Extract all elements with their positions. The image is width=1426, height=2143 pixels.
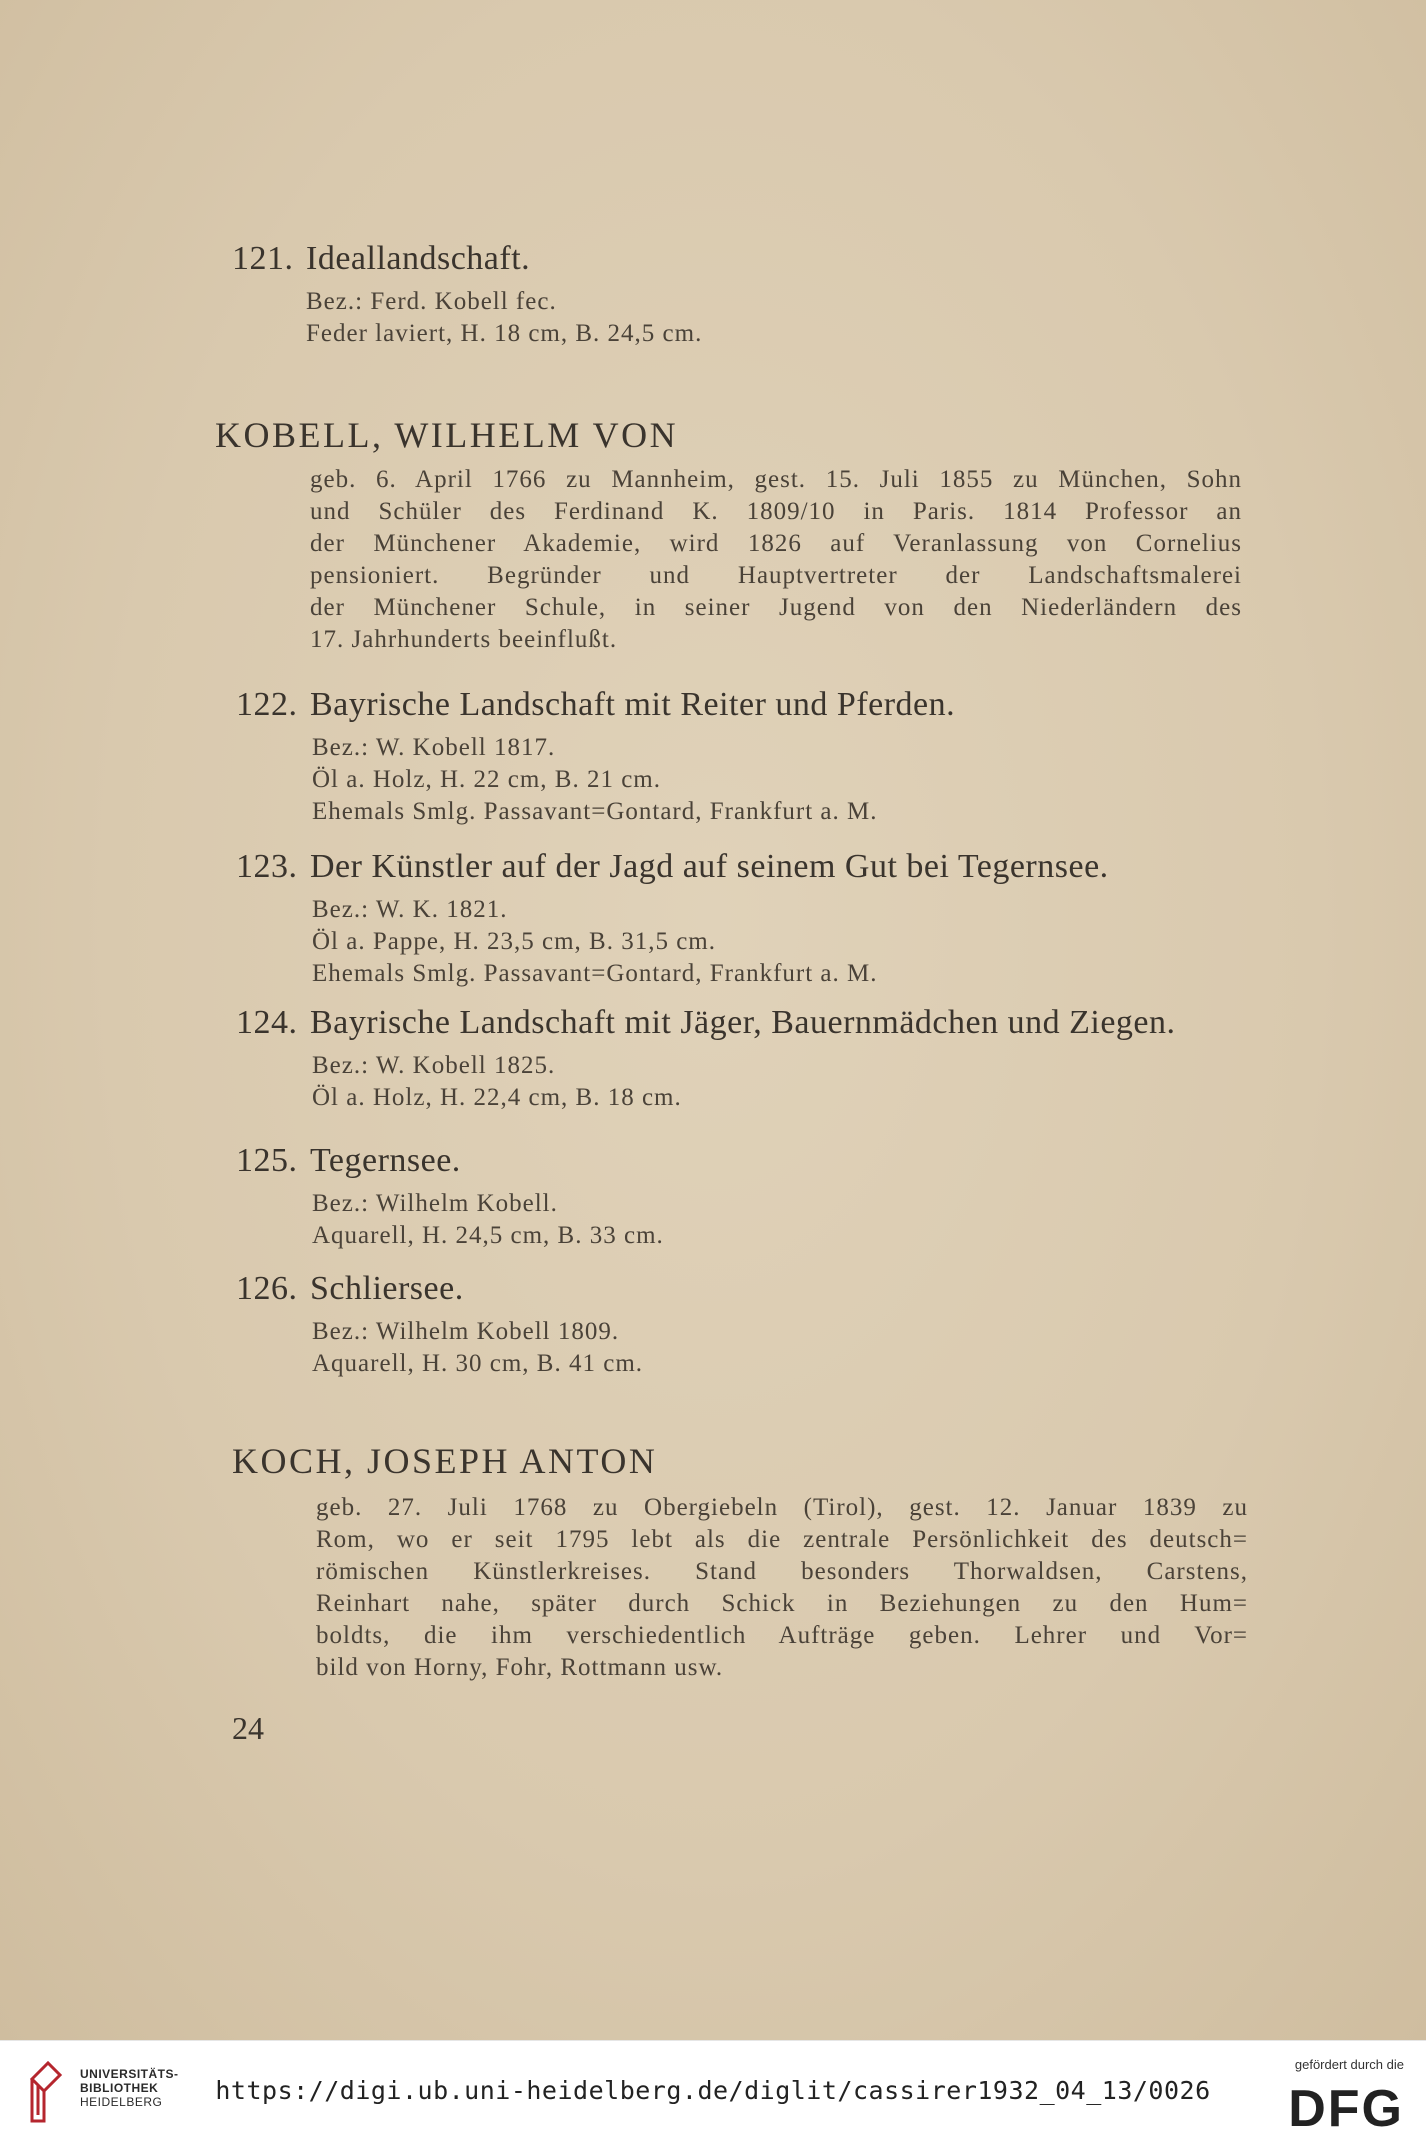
entry-number: 125. [236, 1142, 298, 1179]
entry-line: Ehemals Smlg. Passavant=Gontard, Frankfurt a. M. [312, 798, 878, 825]
catalog-entry-122 [236, 686, 955, 828]
entry-title [236, 1142, 664, 1180]
entry-title [236, 1270, 643, 1308]
library-name-line: HEIDELBERG [80, 2095, 163, 2109]
entry-number: 122. [236, 686, 298, 723]
entry-title [232, 240, 702, 278]
entry-title [236, 848, 1109, 886]
entry-line: Aquarell, H. 30 cm, B. 41 cm. [312, 1350, 644, 1377]
entry-line: Bez.: Ferd. Kobell fec. [306, 288, 557, 315]
entry-name: Schliersee. [310, 1270, 464, 1307]
catalog-entry-124 [236, 1004, 1176, 1114]
entry-number: 124. [236, 1004, 298, 1041]
entry-line: Bez.: Wilhelm Kobell. [312, 1190, 558, 1217]
entry-line: Ehemals Smlg. Passavant=Gontard, Frankfurt a. M. [312, 960, 878, 987]
library-name-line: UNIVERSITÄTS- [80, 2067, 179, 2081]
bio-line: geb. 6. April 1766 zu Mannheim, gest. 15. Juli 1855 zu München, Sohn [310, 466, 1242, 493]
entry-line: Öl a. Holz, H. 22 cm, B. 21 cm. [312, 766, 662, 793]
entry-name: Der Künstler auf der Jagd auf seinem Gut bei Tegernsee. [310, 848, 1109, 885]
entry-name: Bayrische Landschaft mit Reiter und Pferden. [310, 686, 956, 723]
entry-line: Bez.: W. Kobell 1825. [312, 1052, 556, 1079]
artist-heading-koch: KOCH, JOSEPH ANTON [232, 1441, 658, 1481]
bio-line: der Münchener Akademie, wird 1826 auf Veranlassung von Cornelius [310, 530, 1242, 557]
bio-line: Reinhart nahe, später durch Schick in Beziehungen zu den Hum= [316, 1590, 1248, 1617]
entry-line: Öl a. Pappe, H. 23,5 cm, B. 31,5 cm. [312, 928, 717, 955]
catalog-entry-125 [236, 1142, 664, 1252]
page-number: 24 [232, 1710, 264, 1746]
entry-number: 121. [232, 240, 294, 277]
bio-line: geb. 27. Juli 1768 zu Obergiebeln (Tirol), gest. 12. Januar 1839 zu [316, 1494, 1248, 1521]
entry-line: Bez.: W. K. 1821. [312, 896, 508, 923]
bio-line: Rom, wo er seit 1795 lebt als die zentrale Persönlichkeit des deutsch= [316, 1526, 1248, 1553]
entry-line: Aquarell, H. 24,5 cm, B. 33 cm. [312, 1222, 664, 1249]
permalink-url[interactable]: https://digi.ub.uni-heidelberg.de/diglit/cassirer1932_04_13/0026 [215, 2076, 1211, 2105]
footer-bar [0, 2040, 1426, 2143]
entry-line: Bez.: W. Kobell 1817. [312, 734, 556, 761]
catalog-entry-126 [236, 1270, 643, 1380]
artist-biography-koch [316, 1492, 1248, 1684]
bio-line: 17. Jahrhunderts beeinflußt. [310, 626, 618, 653]
entry-line: Bez.: Wilhelm Kobell 1809. [312, 1318, 620, 1345]
entry-number: 123. [236, 848, 298, 885]
entry-title [236, 686, 955, 724]
entry-number: 126. [236, 1270, 298, 1307]
entry-name: Tegernsee. [310, 1142, 461, 1179]
dfg-logo[interactable]: DFG [1288, 2080, 1404, 2138]
library-name-line: BIBLIOTHEK [80, 2081, 159, 2095]
bio-line: und Schüler des Ferdinand K. 1809/10 in Paris. 1814 Professor an [310, 498, 1242, 525]
entry-name: Ideallandschaft. [306, 240, 531, 277]
artist-heading-kobell: KOBELL, WILHELM VON [215, 415, 679, 455]
entry-title [236, 1004, 1176, 1042]
catalog-entry-121 [232, 240, 702, 350]
bio-line: römischen Künstlerkreises. Stand besonders Thorwaldsen, Carstens, [316, 1558, 1248, 1585]
funding-caption: gefördert durch die [1294, 2057, 1404, 2072]
entry-line: Feder laviert, H. 18 cm, B. 24,5 cm. [306, 320, 703, 347]
entry-name: Bayrische Landschaft mit Jäger, Bauernmädchen und Ziegen. [310, 1004, 1176, 1041]
bio-line: der Münchener Schule, in seiner Jugend von den Niederländern des [310, 594, 1242, 621]
artist-biography-kobell [310, 464, 1242, 656]
catalog-entry-123 [236, 848, 1109, 990]
bio-line: pensioniert. Begründer und Hauptvertreter der Landschaftsmalerei [310, 562, 1242, 589]
bio-line: boldts, die ihm verschiedentlich Aufträge geben. Lehrer und Vor= [316, 1622, 1248, 1649]
bio-line: bild von Horny, Fohr, Rottmann usw. [316, 1654, 724, 1681]
entry-line: Öl a. Holz, H. 22,4 cm, B. 18 cm. [312, 1084, 682, 1111]
